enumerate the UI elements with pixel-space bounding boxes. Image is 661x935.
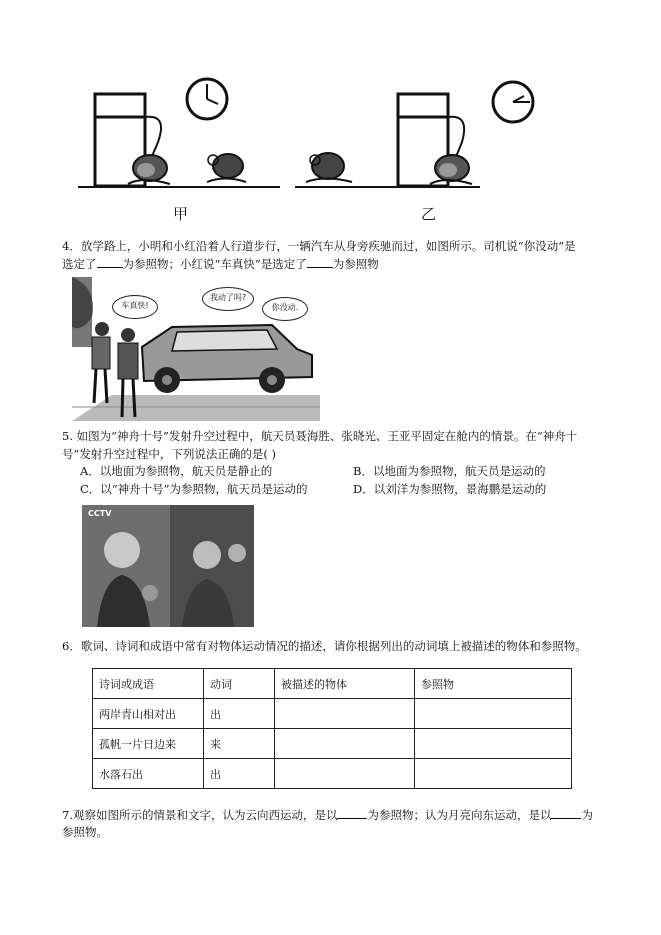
q6-cell-verb: 出 [204, 699, 275, 729]
figure-jia [78, 79, 280, 187]
caption-jia: 甲 [173, 205, 189, 223]
table-row [93, 729, 572, 759]
q6-header-phrase: 诗词或成语 [93, 669, 204, 699]
q6-table [92, 668, 572, 789]
q5-option-b[interactable]: B．以地面为参照物，航天员是运动的 [353, 464, 546, 478]
q4-line-2 [62, 256, 379, 273]
q6-stem: 6．歌词、诗词和成语中常有对物体运动情况的描述，请你根据列出的动词填上被描述的物体和参照物。 [62, 639, 587, 653]
q6-cell-phrase: 孤帆一片日边来 [93, 729, 204, 759]
bubble-che-zhen-kuai: 车真快! [112, 295, 158, 319]
caption-yi: 乙 [421, 205, 437, 223]
figure-yi [295, 82, 533, 187]
q6-cell-phrase: 两岸青山相对出 [93, 699, 204, 729]
bubble-wo-dong-le-ma: 我动了吗? [202, 287, 254, 311]
q7-blank-2[interactable] [551, 807, 581, 819]
astronaut-photo [82, 505, 254, 627]
q6-cell-verb: 来 [204, 729, 275, 759]
q6-cell-reference-input[interactable] [415, 729, 572, 759]
q6-cell-reference-input[interactable] [415, 699, 572, 729]
q7-text-c: 为 [581, 808, 593, 822]
q7-blank-1[interactable] [337, 807, 367, 819]
car-illustration [72, 277, 320, 421]
q6-header-object: 被描述的物体 [275, 669, 415, 699]
q4-text-c: 为参照物 [332, 257, 379, 271]
snail-clock-figure [70, 72, 550, 232]
q4-blank-1[interactable] [97, 256, 123, 268]
q5-option-a[interactable]: A．以地面为参照物，航天员是静止的 [80, 464, 273, 478]
q5-line-1: 5. 如图为“神舟十号”发射升空过程中，航天员聂海胜、张晓光、王亚平固定在舱内的情景。在“神舟十 [62, 429, 578, 443]
q7-line-1 [62, 807, 593, 824]
q6-cell-reference-input[interactable] [415, 759, 572, 789]
q7-line-2: 参照物。 [62, 825, 108, 839]
q6-header-verb: 动词 [204, 669, 275, 699]
cctv-logo: CCTV [88, 509, 112, 518]
q4-line-1: 4．放学路上，小明和小红沿着人行道步行，一辆汽车从身旁疾驰而过，如图所示。司机说“你没动”是 [62, 239, 576, 253]
q4-blank-2[interactable] [307, 256, 333, 268]
q6-cell-object-input[interactable] [275, 759, 415, 789]
q7-text-a: 7.观察如图所示的情景和文字，认为云向西运动，是以 [62, 808, 338, 822]
q7-text-b: 为参照物；认为月亮向东运动，是以 [367, 808, 552, 822]
table-row [93, 699, 572, 729]
q5-option-d[interactable]: D．以刘洋为参照物，景海鹏是运动的 [353, 482, 547, 496]
q4-text-a: 选定了 [62, 257, 97, 271]
q6-cell-object-input[interactable] [275, 729, 415, 759]
table-row [93, 759, 572, 789]
q6-cell-phrase: 水落石出 [93, 759, 204, 789]
q6-cell-verb: 出 [204, 759, 275, 789]
q5-line-2: 号”发射升空过程中，下列说法正确的是( ) [62, 447, 277, 461]
q6-header-row [93, 669, 572, 699]
q5-option-c[interactable]: C．以“神舟十号”为参照物，航天员是运动的 [80, 482, 308, 496]
q4-text-b: 为参照物；小红说“车真快”是选定了 [122, 257, 307, 271]
q6-header-reference: 参照物 [415, 669, 572, 699]
bubble-ni-mei-dong: 你没动. [262, 297, 308, 321]
q6-cell-object-input[interactable] [275, 699, 415, 729]
